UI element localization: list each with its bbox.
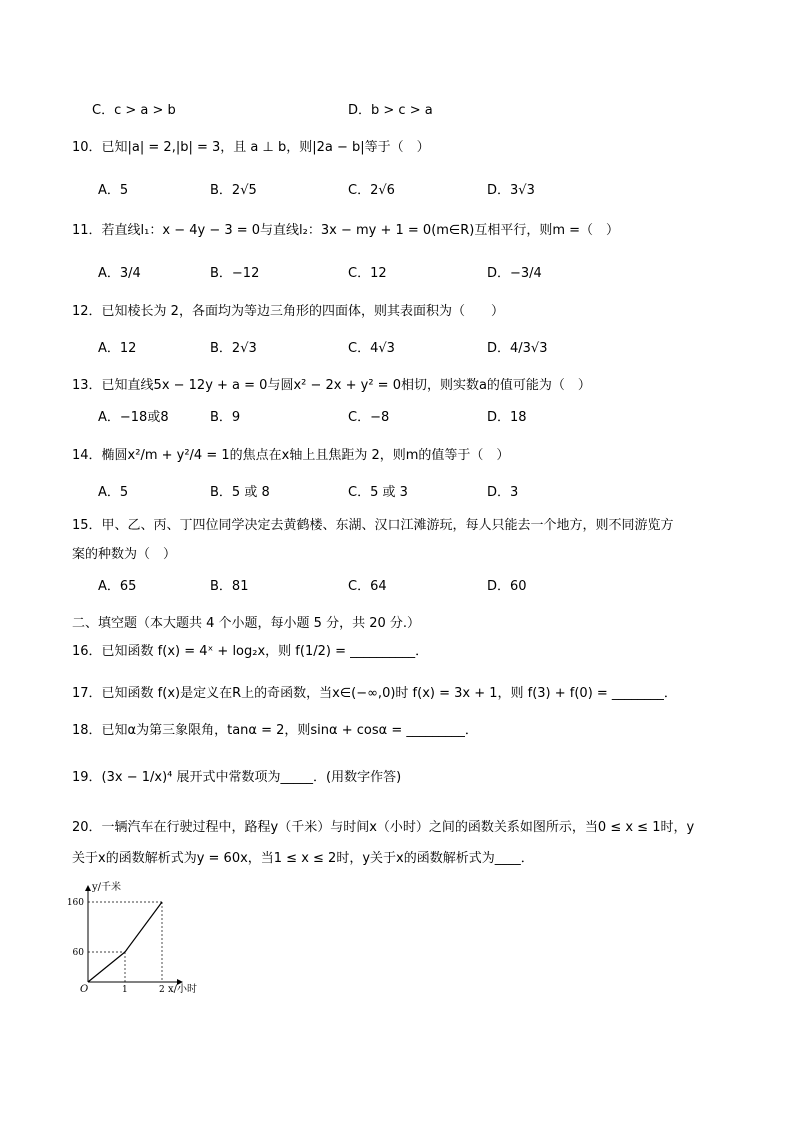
q10-option-c: C．2√6 xyxy=(348,183,395,198)
q13-option-c: C．−8 xyxy=(348,410,390,425)
y-tick-label-160: 160 xyxy=(66,898,84,908)
q10-option-a: A．5 xyxy=(98,183,129,198)
q12-option-d: D．4/3√3 xyxy=(487,341,548,356)
q15-option-d: D．60 xyxy=(487,579,527,594)
q15-stem-line1: 15．甲、乙、丙、丁四位同学决定去黄鹤楼、东湖、汉口江滩游玩，每人只能去一个地方，则不同游览方 xyxy=(72,518,674,533)
q15-option-c: C．64 xyxy=(348,579,387,594)
distance-time-graph xyxy=(60,878,210,996)
q17-stem: 17．已知函数 f(x)是定义在R上的奇函数，当x∈(−∞,0)时 f(x) = 3x + 1，则 f(3) + f(0) = ________． xyxy=(72,686,677,701)
q20-stem-line1: 20．一辆汽车在行驶过程中，路程y（千米）与时间x（小时）之间的函数关系如图所示，当0 ≤ x ≤ 1时，y xyxy=(72,820,695,835)
q16-stem: 16．已知函数 f(x) = 4ˣ + log₂x，则 f(1/2) = __________． xyxy=(72,644,429,659)
q13-option-d: D．18 xyxy=(487,410,527,425)
q12-option-b: B．2√3 xyxy=(210,341,257,356)
x-tick-label-1: 1 xyxy=(122,985,128,995)
q10-stem: 10．已知|a| = 2,|b| = 3，且 a ⊥ b，则|2a − b|等于（ ） xyxy=(72,140,430,155)
q11-option-b: B．−12 xyxy=(210,266,260,281)
q10-option-b: B．2√5 xyxy=(210,183,257,198)
y-axis-label: y/千米 xyxy=(92,882,122,893)
q15-stem-line2: 案的种数为（ ） xyxy=(72,547,177,562)
q11-option-d: D．−3/4 xyxy=(487,266,542,281)
q14-option-c: C．5 或 3 xyxy=(348,485,408,500)
q12-option-c: C．4√3 xyxy=(348,341,395,356)
q11-option-a: A．3/4 xyxy=(98,266,141,281)
q10-option-d: D．3√3 xyxy=(487,183,535,198)
q15-option-a: A．65 xyxy=(98,579,137,594)
q13-stem: 13．已知直线5x − 12y + a = 0与圆x² − 2x + y² = 0相切，则实数a的值可能为（ ） xyxy=(72,378,591,393)
q14-stem: 14．椭圆x²/m + y²/4 = 1的焦点在x轴上且焦距为 2，则m的值等于（ ） xyxy=(72,448,510,463)
q20-stem-line2: 关于x的函数解析式为y = 60x，当1 ≤ x ≤ 2时，y关于x的函数解析式为____． xyxy=(72,851,534,866)
q18-stem: 18．已知α为第三象限角，tanα = 2，则sinα + cosα = _________． xyxy=(72,723,478,738)
q14-option-a: A．5 xyxy=(98,485,129,500)
q11-option-c: C．12 xyxy=(348,266,387,281)
x-axis-label: x/小时 xyxy=(168,984,198,995)
y-tick-label-60: 60 xyxy=(72,948,84,958)
q14-option-b: B．5 或 8 xyxy=(210,485,270,500)
q14-option-d: D．3 xyxy=(487,485,519,500)
q11-stem: 11．若直线l₁：x − 4y − 3 = 0与直线l₂：3x − my + 1 = 0(m∈R)互相平行，则m =（ ） xyxy=(72,223,620,238)
q9-option-c: C．c > a > b xyxy=(92,103,176,118)
series-segment-2 xyxy=(125,902,162,952)
q13-option-a: A．−18或8 xyxy=(98,410,169,425)
q9-option-d: D．b > c > a xyxy=(348,103,433,118)
series-segment-1 xyxy=(88,952,125,982)
q12-stem: 12．已知棱长为 2，各面均为等边三角形的四面体，则其表面积为（ ） xyxy=(72,304,504,319)
q19-stem: 19．(3x − 1/x)⁴ 展开式中常数项为_____．(用数字作答) xyxy=(72,770,402,785)
q12-option-a: A．12 xyxy=(98,341,137,356)
section-title-fill-in: 二、填空题（本大题共 4 个小题，每小题 5 分，共 20 分.） xyxy=(72,616,421,631)
origin-label: O xyxy=(80,984,89,995)
q15-option-b: B．81 xyxy=(210,579,249,594)
q13-option-b: B．9 xyxy=(210,410,241,425)
x-tick-label-2: 2 xyxy=(159,985,165,995)
